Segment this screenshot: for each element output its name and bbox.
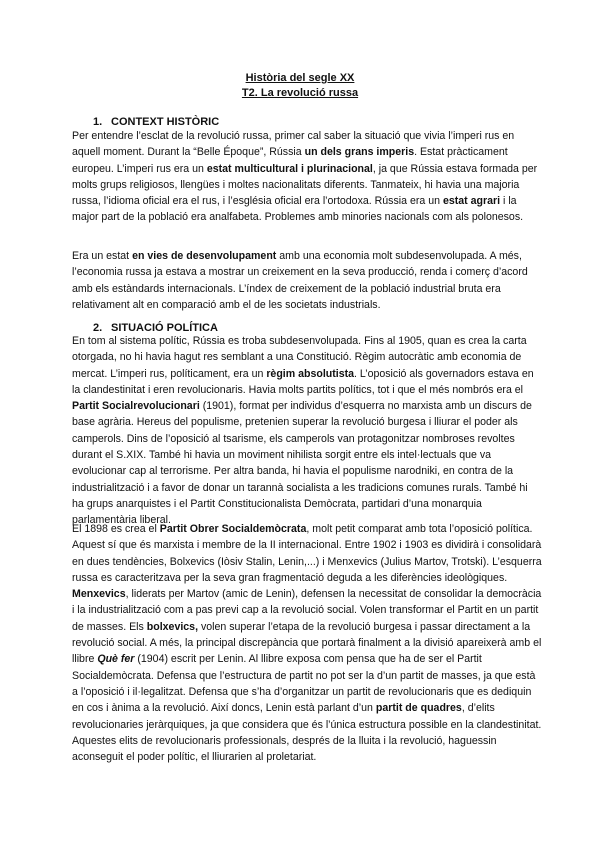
paragraph-text: , ja que Rússia estava formada per molts grups religiosos, llengües i moltes nacionalitats diferents. Tanmateix, hi havia una majoria russa, l’idioma oficial era el rus, i l’església oficial era l’ortodoxa. Rússia era un bbox=[72, 162, 538, 208]
section-heading-context bbox=[93, 116, 219, 128]
paragraph-text: Era un estat bbox=[72, 250, 133, 262]
emphasis-text: en vies de desenvolupament bbox=[132, 250, 277, 262]
paragraph bbox=[72, 521, 542, 765]
paragraph-text: En tom al sistema polític, Rússia es troba subdesenvolupada. Fins al 1905, quan es crea la carta otorgada, no hi havia hagut res semblant a una Constitució. Règim autocràtic amb economia de mercat. L’imperi rus, políticament, era un bbox=[72, 335, 527, 380]
emphasis-text: un dels grans imperis bbox=[304, 146, 415, 159]
document-title: Història del segle XX bbox=[245, 72, 355, 84]
paragraph-text: , d’elits revolucionaries jeràrquiques, ja que considera que és l’única estructura possible en la clandestinitat. Aquestes elits de revolucionaris professionals, després de la lluita i la revolució, haguessin aconseguit el poder polític, el lliurarien al proletariat. bbox=[72, 702, 542, 764]
paragraph-text: volen superar l’etapa de la revolució burgesa i passar directament a la revolució social. A més, la principal discrepància que portarà finalment a la divisió apareixerà amb el llibre bbox=[72, 620, 542, 666]
book-title-text: Què fer bbox=[97, 653, 135, 666]
paragraph-text: . L’oposició als governadors estava en la clandestinitat i eren revolucionaris. Havia molts partits polítics, tot i que el més nombrós era el bbox=[72, 367, 534, 396]
paragraph-text: Per entendre l’esclat de la revolució russa, primer cal saber la situació que vivia l’imperi rus en aquell moment. Durant la “Belle Époque”, Rússia bbox=[72, 130, 515, 159]
paragraph bbox=[72, 248, 542, 313]
section-number: 1. bbox=[93, 116, 103, 128]
emphasis-text: estat agrari bbox=[442, 195, 501, 208]
paragraph-text: , liderats per Martov (amic de Lenin), defensen la necessitat de consolidar la democràcia i la industrialització com a pas previ cap a la revolució social. Volen transformar el Partit en un partit de masses. Els bbox=[72, 588, 542, 633]
paragraph bbox=[72, 128, 542, 226]
emphasis-text: estat multicultural i plurinacional bbox=[206, 162, 373, 175]
section-title: CONTEXT HISTÒRIC bbox=[111, 116, 220, 128]
paragraph-text: El 1898 es crea el bbox=[72, 523, 160, 535]
emphasis-text: Menxevics bbox=[72, 588, 126, 601]
paragraph-text: (1904) escrit per Lenin. Al llibre exposa com pensa que ha de ser el Partit Socialdemòcrata. Defensa que l’estructura de partit no pot ser la d’un partit de masses, ja que està a l’oposició i il·legalitzat. Defensa que s’ha d’organitzar un partit de revolucionaris que es dediquin en cos i ànima a la revolució. Així doncs, Lenin està parlant d’un bbox=[72, 653, 536, 715]
paragraph-text: i la major part de la població era analfabeta. Problemes amb minories nacionals com als polonesos. bbox=[72, 195, 524, 224]
paragraph-text: , molt petit comparat amb tota l’oposició política. Aquest sí que és marxista i membre de la II internacional. Entre 1902 i 1903 es dividirà i consolidarà en dues tendències, Bolxevics (Iòsiv Stalin, Lenin,...) i Menxevics (Julius Martov, Trotski). L’esquerra russa es caracteritzava per la seva gran fragmentació deguda a les diferències ideològiques. bbox=[72, 523, 542, 584]
paragraph-text: (1901), format per individus d’esquerra no marxista amb un discurs de base agrària. Hereus del populisme, pretenien superar la revolució burgesa i lliurar el poder als camperols. Dins de l’oposició al tsarisme, els camperols van protagonitzar nombroses revoltes durant el S.XIX. També hi havia un moviment nihilista sorgit entre els intel·lectuals que va evolucionar cap al terrorisme. Per altra banda, hi havia el populisme narodniki, en contra de la industrialització i a favor de donar un tarannà socialista a les tradicions comunes rurals. També hi ha grups anarquistes i el Partit Constitucionalista Demòcrata, partidari d’una monarquia parlamentària liberal. bbox=[72, 400, 532, 527]
document-subtitle: T2. La revolució russa bbox=[241, 87, 359, 99]
emphasis-text: bolxevics, bbox=[146, 620, 199, 633]
paragraph-text: amb una economia molt subdesenvolupada. A més, l’economia russa ja estava a mostrar un creixement en la seva producció, renda i comerç d’acord amb els estàndards internacionals. L’índex de creixement de la població industrial bruta era relativament alt en comparació amb el de les societats industrials. bbox=[72, 250, 528, 311]
section-number: 2. bbox=[93, 322, 103, 334]
emphasis-text: Partit Socialrevolucionari bbox=[72, 400, 200, 413]
emphasis-text: Partit Obrer Socialdemòcrata bbox=[159, 523, 307, 535]
section-title: SITUACIÓ POLÍTICA bbox=[111, 322, 218, 334]
emphasis-text: partit de quadres bbox=[375, 702, 462, 715]
paragraph bbox=[72, 333, 542, 529]
emphasis-text: règim absolutista bbox=[266, 367, 355, 380]
paragraph-text: . Estat pràcticament europeu. L’imperi rus era un bbox=[72, 146, 508, 175]
